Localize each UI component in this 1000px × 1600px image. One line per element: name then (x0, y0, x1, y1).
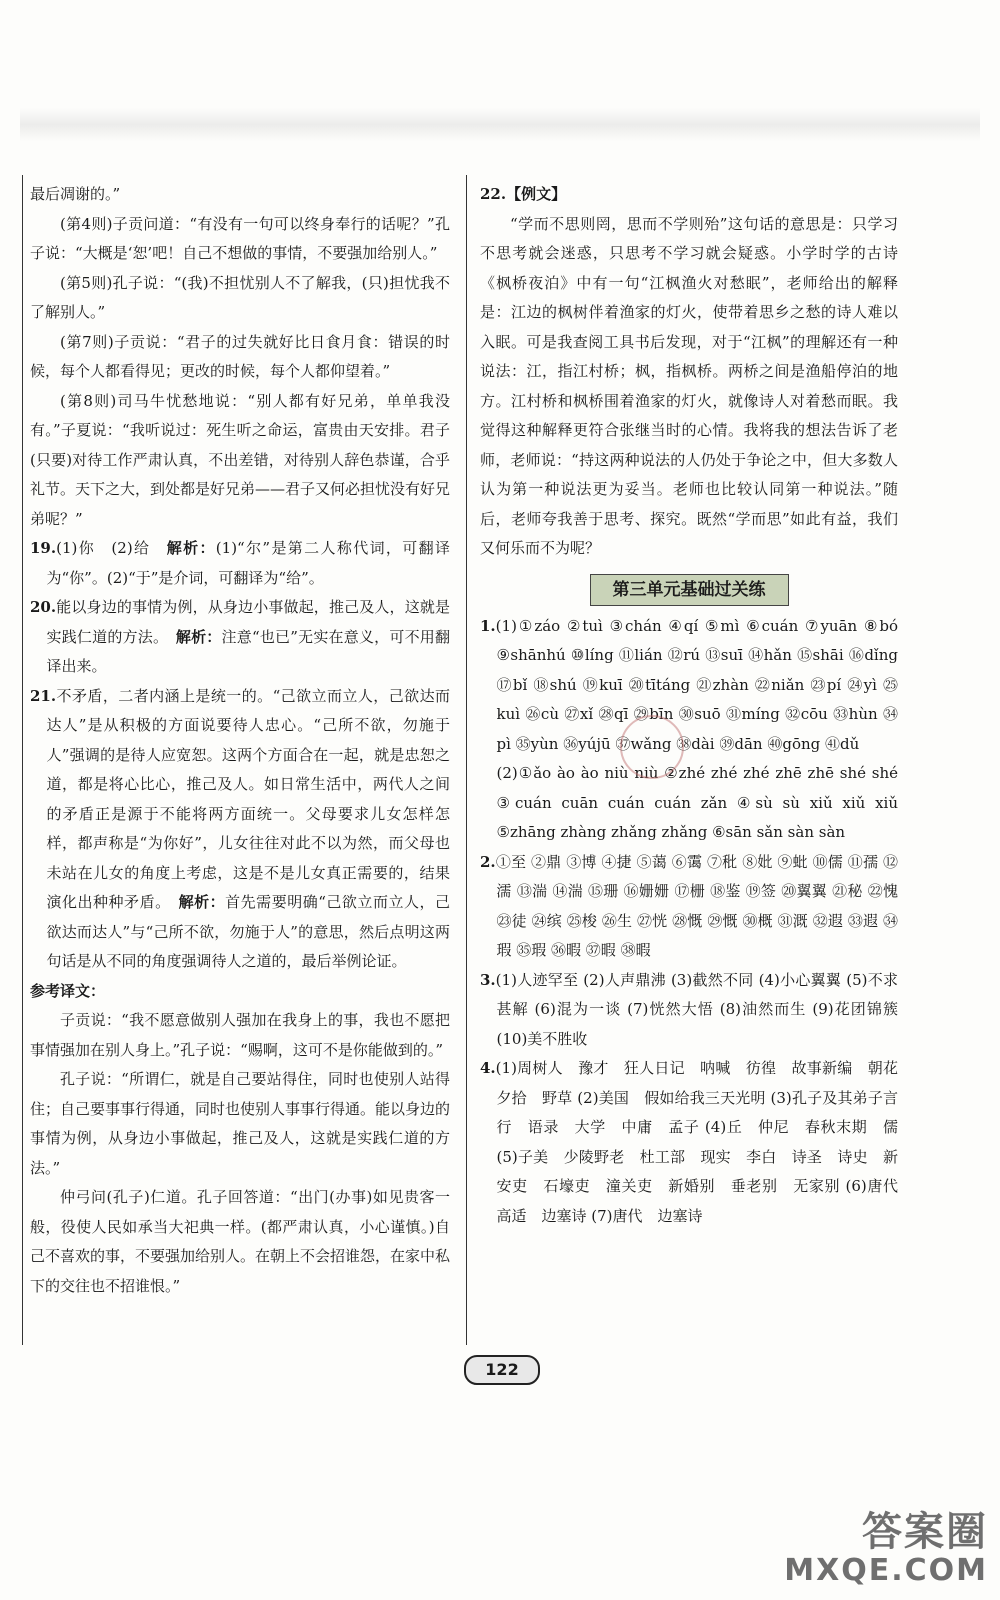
scan-shadow (20, 108, 980, 142)
section-banner-wrap (480, 574, 898, 606)
left-column (30, 180, 450, 1301)
paragraph: (第7则)子贡说：“君子的过失就好比日食月食：错误的时候，每个人都看得见；更改的时候，每个人都仰望着。” (30, 332, 450, 380)
paragraph: 最后凋谢的。” (30, 185, 121, 203)
question-number: 21. (30, 686, 57, 705)
analysis-label: 解析： (178, 893, 226, 911)
answer-text: ①至 ②鼎 ③博 ④捷 ⑤蔼 ⑥霭 ⑦秕 ⑧妣 ⑨蚍 ⑩儒 ⑪孺 ⑫濡 ⑬湍 ⑭湍 ⑮珊 ⑯姗姗 ⑰栅 ⑱鉴 ⑲签 ⑳翼翼 ㉑秘 ㉒愧 ㉓徒 ㉔缤 ㉕梭 ㉖生 ㉗恍 ㉘慨 ㉙慨 ㉚概 ㉛溉 ㉜遐 ㉝遐 ㉞瑕 ㉟瑕 ㊱暇 ㊲暇 ㊳暇 (495, 852, 898, 959)
sample-essay: “学而不思则罔，思而不学则殆”这句话的意思是：只学习不思考就会迷惑，只思考不学习就会疑惑。小学时学的古诗《枫桥夜泊》中有一句“江枫渔火对愁眠”，老师给出的解释是：江边的枫树伴着渔家的灯火，使带着思乡之愁的诗人难以入眠。可是我查阅工具书后发现，对于“江枫”的理解还有一种说法：江，指江村桥；枫，指枫桥。两桥之间是渔船停泊的地方。江村桥和枫桥围着渔家的灯火，就像诗人对着愁而眠。我觉得这种解释更符合张继当时的心情。我将我的想法告诉了老师，老师说：“持这两种说法的人仍处于争论之中，但大多数人认为第一种说法更为妥当。老师也比较认同第一种说法。”随后，老师夸我善于思考、探究。既然“学而思”如此有益，我们又何乐而不为呢？ (480, 214, 898, 557)
analysis-label: 解析： (175, 627, 222, 646)
reference-translation-title: 参考译文： (30, 981, 106, 1000)
analysis-text: 注意“也已”无实在意义，可不用翻译出来。 (46, 627, 450, 675)
analysis-text: (1)“尔”是第二人称代词，可翻译为“你”。(2)“于”是介词，可翻译为“给”。 (46, 539, 450, 587)
seal-stamp (620, 715, 684, 779)
answer-text: (1)周树人 豫才 狂人日记 呐喊 彷徨 故事新编 朝花夕拾 野草 (2)美国 假如给我三天光明 (3)孔子及其弟子言行 语录 大学 中庸 孟子 (4)丘 仲尼 春秋末期 儒 (5)子美 少陵野老 杜工部 现实 李白 诗圣 诗史 新安吏 石壕吏 潼关吏 新婚别 垂老别 无家别 (6)唐代 高适 边塞诗 (7)唐代 边塞诗 (495, 1059, 914, 1225)
answer-19 (30, 534, 450, 593)
analysis-label: 解析： (166, 539, 216, 557)
answer-2 (480, 848, 898, 966)
question-number: 4. (480, 1059, 496, 1077)
section-banner: 第三单元基础过关练 (590, 574, 789, 606)
answer-20 (30, 593, 450, 682)
column-divider-left (22, 175, 23, 1345)
answer-text: (1)你 (2)给 (56, 539, 167, 557)
answer-text: 不矛盾，二者内涵上是统一的。“己欲立而立人，己欲达而达人”是从积极的方面说要待人忠心。“己所不欲，勿施于人”强调的是待人应宽恕。这两个方面合在一起，就是忠恕之道，都是将心比心，推己及人。如日常生活中，两代人之间的矛盾正是源于不能将两方面统一。父母要求儿女怎样怎样，都声称是“为你好”，儿女往往对此不以为然，而父母也未站在儿女的角度上考虑，这是不是儿女真正需要的，结果演化出种种矛盾。 (46, 686, 450, 911)
answer-1-part-2: (2)①ǎo ào ào niù niù ②zhé zhé zhé zhē zhē shé shé ③cuán cuān cuán cuán zǎn ④sù sù xiǔ xiǔ xiǔ ⑤zhāng zhàng zhǎng zhǎng ⑥sān sǎn sàn sàn (496, 764, 898, 841)
question-number: 20. (30, 598, 57, 616)
answer-text: 能以身边的事情为例，从身边小事做起，推己及人，这就是实践仁道的方法。 (46, 598, 450, 646)
answer-21 (30, 682, 450, 977)
question-number: 2. (480, 852, 496, 871)
answer-3 (480, 966, 898, 1055)
watermark (784, 1510, 988, 1588)
question-number: 1. (480, 616, 496, 635)
question-number: 19. (30, 539, 57, 557)
question-22-title: 22.【例文】 (480, 185, 567, 203)
paragraph: (第4则)子贡问道：“有没有一句可以终身奉行的话呢？”孔子说：“大概是‘恕’吧！自己不想做的事情，不要强加给别人。” (30, 214, 450, 262)
answer-text: (1)①záo ②tuì ③chán ④qí ⑤mì ⑥cuán ⑦yuān ⑧bó ⑨shānhú ⑩líng ⑪lián ⑫rú ⑬suī ⑭hǎn ⑮shāi ⑯dǐng ⑰bǐ ⑱shú ⑲kuī ⑳tītáng ㉑zhàn ㉒niǎn ㉓pí ㉔yì ㉕kuì ㉖cù ㉗xǐ ㉘qī ㉙bīn ㉚suō ㉛míng ㉜cōu ㉝hùn ㉞pì ㉟yùn ㊱yújū ㊲wǎng ㊳dài ㊴dān ㊵gōng ㊶dǔ (495, 616, 898, 753)
translation-paragraph: 孔子说：“所谓仁，就是自己要站得住，同时也使别人站得住；自己要事事行得通，同时也使别人事事行得通。能以身边的事情为例，从身边小事做起，推己及人，这就是实践仁道的方法。” (30, 1070, 451, 1177)
answer-text: (1)人迹罕至 (2)人声鼎沸 (3)截然不同 (4)小心翼翼 (5)不求甚解 (6)混为一谈 (7)恍然大悟 (8)油然而生 (9)花团锦簇 (10)美不胜收 (495, 970, 898, 1048)
paragraph: (第5则)孔子说：“(我)不担忧别人不了解我，(只)担忧我不了解别人。” (30, 273, 450, 321)
translation-paragraph: 仲弓问(孔子)仁道。孔子回答道：“出门(办事)如见贵客一般，役使人民如承当大祀典一样。(都严肃认真，小心谨慎。)自己不喜欢的事，不要强加给别人。在朝上不会招谁怨，在家中私下的交往也不招谁恨。” (30, 1188, 451, 1295)
right-column (480, 180, 914, 1231)
answer-4 (480, 1054, 914, 1231)
watermark-logo-text: 答案圈 (862, 1509, 988, 1555)
watermark-url: MXQE.COM (784, 1553, 988, 1588)
page-number: 122 (464, 1355, 540, 1385)
paragraph: (第8则)司马牛忧愁地说：“别人都有好兄弟，单单我没有。”子夏说：“我听说过：死生听之命运，富贵由天安排。君子(只要)对待工作严肃认真，不出差错，对待别人辞色恭谨，合乎礼节。天下之大，到处都是好兄弟——君子又何必担忧没有好兄弟呢？” (30, 391, 451, 528)
question-number: 3. (480, 970, 496, 989)
translation-paragraph: 子贡说：“我不愿意做别人强加在我身上的事，我也不愿把事情强加在别人身上。”孔子说：“赐啊，这可不是你能做到的。” (30, 1011, 450, 1059)
answer-1 (480, 612, 898, 760)
column-divider-middle (466, 175, 467, 1345)
analysis-text: 首先需要明确“己欲立而立人，己欲达而达人”与“己所不欲，勿施于人”的意思，然后点明这两句话是从不同的角度强调待人之道的，最后举例论证。 (46, 893, 450, 970)
